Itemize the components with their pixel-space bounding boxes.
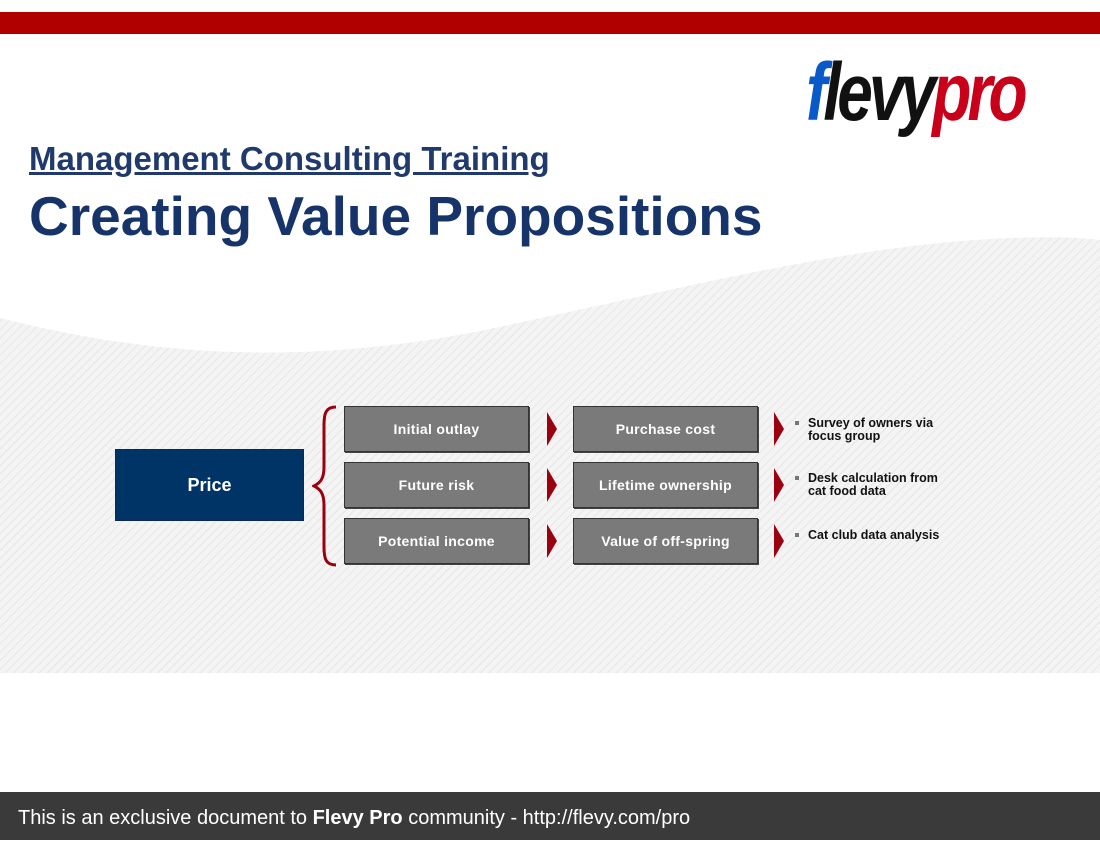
note-line: Survey of owners via — [808, 416, 934, 430]
bullet-icon — [795, 421, 799, 425]
flevypro-logo: flevypro — [806, 47, 1024, 138]
arrow-right-icon — [774, 412, 784, 446]
box-future-risk: Future risk — [344, 462, 529, 508]
arrow-right-icon — [547, 468, 557, 502]
bullet-icon — [795, 476, 799, 480]
note-line: focus group — [808, 429, 881, 443]
footer-brand: Flevy Pro — [312, 807, 403, 829]
note-desk-calculation — [795, 472, 968, 498]
arrow-right-icon — [774, 524, 784, 558]
box-initial-outlay: Initial outlay — [344, 406, 529, 452]
slide-title: Creating Value Propositions — [29, 185, 763, 247]
box-value-of-off-spring: Value of off-spring — [573, 518, 758, 564]
footer-prefix: This is an exclusive document to — [18, 807, 313, 829]
price-box: Price — [115, 449, 304, 521]
box-lifetime-ownership: Lifetime ownership — [573, 462, 758, 508]
top-accent-bar — [0, 12, 1100, 34]
footer-suffix: community - http://flevy.com/pro — [402, 807, 691, 829]
note-line: Desk calculation from — [808, 471, 938, 485]
note-line: cat food data — [808, 484, 886, 498]
footer-banner — [0, 792, 1100, 840]
curly-brace — [312, 405, 342, 567]
bullet-icon — [795, 533, 799, 537]
slide-subtitle: Management Consulting Training — [29, 140, 550, 177]
note-survey — [795, 417, 968, 443]
box-purchase-cost: Purchase cost — [573, 406, 758, 452]
note-line: Cat club data analysis — [808, 528, 940, 542]
arrow-right-icon — [547, 412, 557, 446]
arrow-right-icon — [547, 524, 557, 558]
note-cat-club — [795, 529, 968, 542]
box-potential-income: Potential income — [344, 518, 529, 564]
arrow-right-icon — [774, 468, 784, 502]
